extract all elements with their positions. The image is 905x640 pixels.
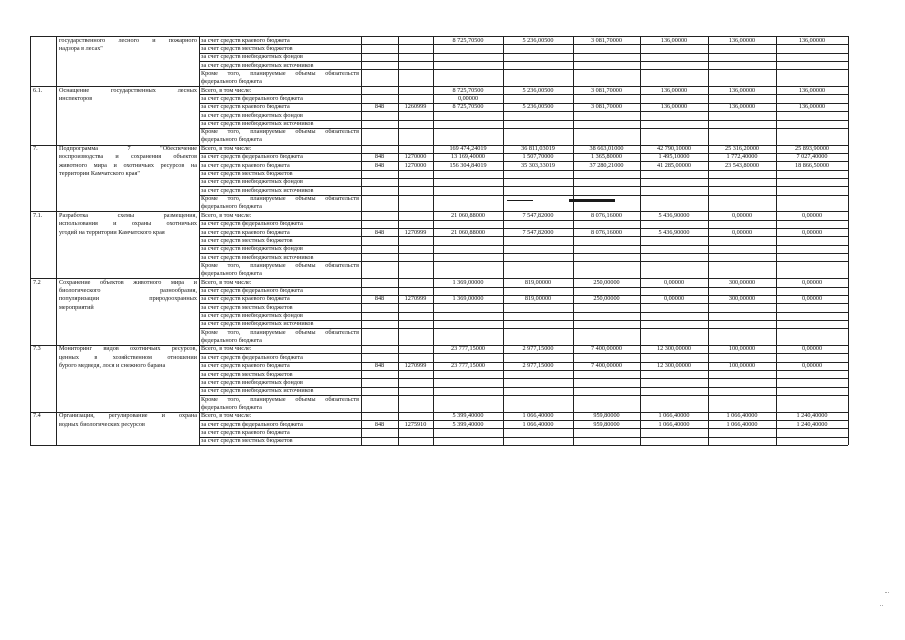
number-col-rule <box>56 211 57 278</box>
value-col-rule <box>503 36 504 86</box>
admin-code: 848 <box>374 295 385 303</box>
code-col-rule <box>398 145 399 212</box>
activity-name-line: использования и охраны охотничьих <box>59 220 197 228</box>
name-col-rule <box>199 36 200 86</box>
amount-cell: 1 772,40000 <box>726 153 758 161</box>
source-label: за счет средств внебюджетных источников <box>201 253 314 261</box>
amount-cell: 0,00000 <box>801 295 823 303</box>
admin-code: 848 <box>374 161 385 169</box>
amount-cell: 8 725,70500 <box>452 36 484 44</box>
amount-cell: 0,00000 <box>731 211 753 219</box>
amount-cell: 136,00000 <box>728 103 756 111</box>
source-label: за счет средств федерального бюджета <box>201 353 303 361</box>
value-col-rule <box>640 145 641 212</box>
activity-name-line: мероприятий <box>59 303 94 311</box>
left-border <box>30 211 31 278</box>
amount-cell: 3 081,70000 <box>591 86 622 94</box>
value-col-rule <box>848 345 849 412</box>
budget-code: 1275910 <box>404 420 427 428</box>
amount-cell: 136,00000 <box>660 36 688 44</box>
source-label: за счет средств краевого бюджета <box>201 228 290 236</box>
source-col-rule <box>361 345 362 412</box>
value-col-rule <box>776 345 777 412</box>
amount-cell: 5 236,00500 <box>522 86 554 94</box>
amount-cell: 0,00000 <box>731 228 753 236</box>
value-col-rule <box>433 36 434 86</box>
amount-cell: 21 060,88000 <box>450 228 486 236</box>
budget-code: 1270999 <box>404 228 427 236</box>
source-label: за счет средств внебюджетных фондов <box>201 312 303 320</box>
amount-cell: 25 316,20000 <box>724 145 760 153</box>
activity-name-line: инспекторов <box>59 94 93 102</box>
source-label: Всего, в том числе: <box>201 345 252 353</box>
amount-cell: 959,80000 <box>593 420 620 428</box>
source-label: за счет средств внебюджетных источников <box>201 61 314 69</box>
amount-cell: 12 300,00000 <box>656 345 692 353</box>
activity-name-line: животного мира и охотничьих ресурсов на <box>59 161 197 169</box>
code-col-rule <box>398 36 399 86</box>
source-label: Кроме того, планируемые объемы обязательств федерального бюджета <box>201 195 359 211</box>
budget-code: 1270000 <box>404 153 427 161</box>
amount-cell: 25 893,90000 <box>794 145 830 153</box>
amount-cell: 136,00000 <box>798 86 826 94</box>
value-col-rule <box>848 36 849 86</box>
source-col-rule <box>361 278 362 345</box>
budget-code: 1260999 <box>404 103 427 111</box>
activity-name-line: Мониторинг видов охотничьих ресурсов, <box>59 345 197 353</box>
code-col-rule <box>398 211 399 278</box>
amount-cell: 8 725,70500 <box>452 103 484 111</box>
source-label: за счет средств внебюджетных фондов <box>201 245 303 253</box>
amount-cell: 5 236,00500 <box>522 103 554 111</box>
value-col-rule <box>433 86 434 144</box>
amount-cell: 38 663,01000 <box>589 145 624 153</box>
value-col-rule <box>640 36 641 86</box>
activity-name-line: воспроизводства и сохранения объектов <box>59 153 197 161</box>
amount-cell: 41 285,00000 <box>656 161 692 169</box>
activity-name-line: надзора в лесах" <box>59 44 103 52</box>
amount-cell: 21 060,88000 <box>450 211 486 219</box>
activity-name-line: Организация, регулирование и охрана <box>59 412 197 420</box>
source-label: за счет средств внебюджетных фондов <box>201 178 303 186</box>
amount-cell: 1 066,40000 <box>658 420 690 428</box>
activity-name-line: угодий на территории Камчатского края <box>59 228 165 236</box>
amount-cell: 23 777,15000 <box>450 362 486 370</box>
number-col-rule <box>56 345 57 412</box>
amount-cell: 42 790,10000 <box>656 145 692 153</box>
value-col-rule <box>848 278 849 345</box>
value-col-rule <box>708 86 709 144</box>
amount-cell: 7 547,82000 <box>522 211 554 219</box>
activity-name-line: биологического разнообразия, <box>59 287 197 294</box>
value-col-rule <box>776 278 777 345</box>
row-number: 7. <box>33 145 38 153</box>
name-col-rule <box>199 211 200 278</box>
value-col-rule <box>503 412 504 445</box>
subrow-rule <box>199 428 848 429</box>
activity-name-line: популяризации природоохранных <box>59 295 197 303</box>
amount-cell: 23 777,15000 <box>450 345 486 353</box>
scan-speck <box>885 592 889 593</box>
amount-cell: 18 866,50000 <box>794 161 830 169</box>
value-col-rule <box>640 412 641 445</box>
activity-name-line: бурого медведя, лося и снежного барана <box>59 362 166 370</box>
source-label: за счет средств местных бюджетов <box>201 236 293 244</box>
row-number: 7.2 <box>33 278 41 286</box>
row-number: 7.4 <box>33 412 41 420</box>
admin-code: 848 <box>374 362 385 370</box>
amount-cell: 1 369,00000 <box>452 295 484 303</box>
source-col-rule <box>361 412 362 445</box>
value-col-rule <box>708 36 709 86</box>
row-number: 7.3 <box>33 345 41 353</box>
activity-name-line: Сохранение объектов животного мира и <box>59 278 197 286</box>
activity-name-line: водных биологических ресурсов <box>59 420 145 428</box>
amount-cell: 8 725,70500 <box>452 86 484 94</box>
value-col-rule <box>848 86 849 144</box>
value-col-rule <box>433 211 434 278</box>
row-number: 7.1. <box>33 211 43 219</box>
budget-code: 1270999 <box>404 362 427 370</box>
amount-cell: 0,00000 <box>801 278 823 286</box>
amount-cell: 36 811,03019 <box>521 145 555 153</box>
value-col-rule <box>708 278 709 345</box>
source-label: за счет средств федерального бюджета <box>201 287 303 294</box>
number-col-rule <box>56 278 57 345</box>
subrow-rule <box>30 445 848 446</box>
value-col-rule <box>848 145 849 212</box>
amount-cell: 0,00000 <box>663 295 685 303</box>
source-label: за счет средств внебюджетных фондов <box>201 53 303 61</box>
number-col-rule <box>56 145 57 212</box>
value-col-rule <box>640 211 641 278</box>
source-label: за счет средств внебюджетных источников <box>201 320 314 328</box>
number-col-rule <box>56 412 57 445</box>
subrow-rule <box>199 236 848 237</box>
amount-cell: 169 474,24019 <box>449 145 487 153</box>
amount-cell: 7 547,82000 <box>522 228 554 236</box>
value-col-rule <box>776 211 777 278</box>
code-col-rule <box>398 345 399 412</box>
amount-cell: 1 495,10000 <box>658 153 690 161</box>
amount-cell: 1 066,40000 <box>522 412 554 420</box>
left-border <box>30 278 31 345</box>
source-label: за счет средств краевого бюджета <box>201 103 290 111</box>
amount-cell: 136,00000 <box>728 36 756 44</box>
value-col-rule <box>708 145 709 212</box>
number-col-rule <box>56 36 57 86</box>
amount-cell: 1 066,40000 <box>726 412 758 420</box>
activity-name-line: Оснащение государственных лесных <box>59 86 197 94</box>
amount-cell: 136,00000 <box>660 86 688 94</box>
amount-cell: 3 081,70000 <box>591 103 622 111</box>
source-col-rule <box>361 86 362 144</box>
amount-cell: 8 076,16000 <box>591 211 622 219</box>
source-label: за счет средств местных бюджетов <box>201 44 293 52</box>
admin-code: 848 <box>374 103 385 111</box>
value-col-rule <box>848 211 849 278</box>
source-label: Кроме того, планируемые объемы обязательств федерального бюджета <box>201 261 359 277</box>
name-col-rule <box>199 278 200 345</box>
source-label: за счет средств краевого бюджета <box>201 428 290 436</box>
left-border <box>30 412 31 445</box>
amount-cell: 136,00000 <box>798 103 826 111</box>
amount-cell: 5 236,00500 <box>522 36 554 44</box>
source-label: за счет средств федерального бюджета <box>201 94 303 102</box>
source-col-rule <box>361 36 362 86</box>
amount-cell: 0,00000 <box>663 278 685 286</box>
source-label: Кроме того, планируемые объемы обязательств федерального бюджета <box>201 328 359 344</box>
value-col-rule <box>708 412 709 445</box>
amount-cell: 100,00000 <box>728 362 756 370</box>
source-label: за счет средств местных бюджетов <box>201 303 293 311</box>
source-label: за счет средств внебюджетных источников <box>201 387 314 395</box>
name-col-rule <box>199 412 200 445</box>
amount-cell: 12 300,00000 <box>656 362 692 370</box>
source-label: за счет средств федерального бюджета <box>201 220 303 228</box>
amount-cell: 1 507,70000 <box>522 153 554 161</box>
admin-code: 848 <box>374 228 385 236</box>
amount-cell: 1 240,40000 <box>796 412 828 420</box>
source-label: за счет средств внебюджетных источников <box>201 120 314 127</box>
amount-cell: 0,00000 <box>801 211 823 219</box>
source-label: за счет средств местных бюджетов <box>201 370 293 378</box>
budget-code: 1270000 <box>404 161 427 169</box>
value-col-rule <box>573 412 574 445</box>
amount-cell: 0,00000 <box>801 362 823 370</box>
amount-cell: 136,00000 <box>660 103 688 111</box>
source-label: за счет средств местных бюджетов <box>201 437 293 445</box>
code-col-rule <box>398 278 399 345</box>
amount-cell: 37 280,21000 <box>589 161 624 169</box>
name-col-rule <box>199 145 200 212</box>
row-number: 6.1. <box>33 86 43 94</box>
left-border <box>30 145 31 212</box>
subrow-rule <box>199 44 848 45</box>
amount-cell: 0,00000 <box>801 228 823 236</box>
subrow-rule <box>199 370 848 371</box>
amount-cell: 7 400,00000 <box>591 345 622 353</box>
value-col-rule <box>776 412 777 445</box>
number-col-rule <box>56 86 57 144</box>
amount-cell: 819,00000 <box>524 278 552 286</box>
subrow-rule <box>199 170 848 171</box>
value-col-rule <box>503 211 504 278</box>
amount-cell: 0,00000 <box>801 345 823 353</box>
value-col-rule <box>640 278 641 345</box>
amount-cell: 819,00000 <box>524 295 552 303</box>
source-label: за счет средств краевого бюджета <box>201 36 290 44</box>
subrow-rule <box>199 437 848 438</box>
left-border <box>30 36 31 86</box>
source-col-rule <box>361 211 362 278</box>
source-label: за счет средств местных бюджетов <box>201 170 293 178</box>
amount-cell: 136,00000 <box>798 36 826 44</box>
amount-cell: 7 400,00000 <box>591 362 622 370</box>
amount-cell: 300,00000 <box>728 295 756 303</box>
value-col-rule <box>776 145 777 212</box>
amount-cell: 5 399,40000 <box>452 420 484 428</box>
source-label: Кроме того, планируемые объемы обязательств федерального бюджета <box>201 128 359 144</box>
amount-cell: 8 076,16000 <box>591 228 622 236</box>
amount-cell: 0,00000 <box>457 94 479 102</box>
activity-name-line: Разработка схемы размещения, <box>59 211 197 219</box>
source-label: Всего, в том числе: <box>201 145 252 153</box>
amount-cell: 1 369,00000 <box>452 278 484 286</box>
source-col-rule <box>361 145 362 212</box>
value-col-rule <box>573 278 574 345</box>
source-label: за счет средств краевого бюджета <box>201 161 290 169</box>
amount-cell: 1 066,40000 <box>658 412 690 420</box>
value-col-rule <box>640 345 641 412</box>
amount-cell: 2 977,15000 <box>522 345 554 353</box>
source-label: за счет средств внебюджетных фондов <box>201 378 303 386</box>
amount-cell: 5 436,90000 <box>658 228 690 236</box>
value-col-rule <box>776 86 777 144</box>
value-col-rule <box>433 145 434 212</box>
amount-cell: 959,80000 <box>593 412 620 420</box>
value-col-rule <box>708 211 709 278</box>
budget-code: 1270999 <box>404 295 427 303</box>
amount-cell: 5 399,40000 <box>452 412 484 420</box>
value-col-rule <box>503 145 504 212</box>
amount-cell: 5 436,90000 <box>658 211 690 219</box>
amount-cell: 35 303,33019 <box>520 161 556 169</box>
source-label: Кроме того, планируемые объемы обязательств федерального бюджета <box>201 395 359 411</box>
source-label: Кроме того, планируемые объемы обязательств федерального бюджета <box>201 69 359 85</box>
scan-speck <box>880 605 883 606</box>
value-col-rule <box>573 36 574 86</box>
amount-cell: 250,00000 <box>593 295 620 303</box>
value-col-rule <box>503 278 504 345</box>
amount-cell: 13 169,40000 <box>450 153 486 161</box>
value-col-rule <box>433 412 434 445</box>
admin-code: 848 <box>374 420 385 428</box>
amount-cell: 3 081,70000 <box>591 36 622 44</box>
source-label: за счет средств краевого бюджета <box>201 362 290 370</box>
amount-cell: 1 066,40000 <box>726 420 758 428</box>
source-label: Всего, в том числе: <box>201 278 252 286</box>
amount-cell: 2 977,15000 <box>522 362 554 370</box>
value-col-rule <box>640 86 641 144</box>
value-col-rule <box>573 211 574 278</box>
scan-mark <box>569 199 615 202</box>
amount-cell: 23 543,80000 <box>724 161 760 169</box>
value-col-rule <box>433 345 434 412</box>
source-label: Всего, в том числе: <box>201 211 252 219</box>
scan-mark <box>507 200 533 201</box>
amount-cell: 1 066,40000 <box>522 420 554 428</box>
value-col-rule <box>433 278 434 345</box>
value-col-rule <box>503 345 504 412</box>
value-col-rule <box>776 36 777 86</box>
amount-cell: 136,00000 <box>728 86 756 94</box>
name-col-rule <box>199 86 200 144</box>
code-col-rule <box>398 86 399 144</box>
source-label: за счет средств федерального бюджета <box>201 153 303 161</box>
value-col-rule <box>573 345 574 412</box>
source-label: за счет средств федерального бюджета <box>201 420 303 428</box>
amount-cell: 156 304,84019 <box>449 161 487 169</box>
activity-name-line: Подпрограмма 7 "Обеспечение <box>59 145 197 153</box>
source-label: за счет средств внебюджетных источников <box>201 186 314 194</box>
source-label: за счет средств внебюджетных фондов <box>201 111 303 119</box>
value-col-rule <box>848 412 849 445</box>
value-col-rule <box>708 345 709 412</box>
code-col-rule <box>398 412 399 445</box>
amount-cell: 1 240,40000 <box>796 420 828 428</box>
left-border <box>30 86 31 144</box>
amount-cell: 1 365,80000 <box>591 153 622 161</box>
value-col-rule <box>503 86 504 144</box>
amount-cell: 7 027,40000 <box>796 153 828 161</box>
value-col-rule <box>573 86 574 144</box>
activity-name-line: государственного лесного и пожарного <box>59 36 197 44</box>
activity-name-line: территории Камчатского края" <box>59 170 140 178</box>
name-col-rule <box>199 345 200 412</box>
left-border <box>30 345 31 412</box>
admin-code: 848 <box>374 153 385 161</box>
source-label: Всего, в том числе: <box>201 86 252 94</box>
source-label: за счет средств краевого бюджета <box>201 295 290 303</box>
amount-cell: 100,00000 <box>728 345 756 353</box>
activity-name-line: ценных в хозяйственном отношении <box>59 353 197 361</box>
source-label: Всего, в том числе: <box>201 412 252 420</box>
subrow-rule <box>199 303 848 304</box>
amount-cell: 300,00000 <box>728 278 756 286</box>
amount-cell: 250,00000 <box>593 278 620 286</box>
